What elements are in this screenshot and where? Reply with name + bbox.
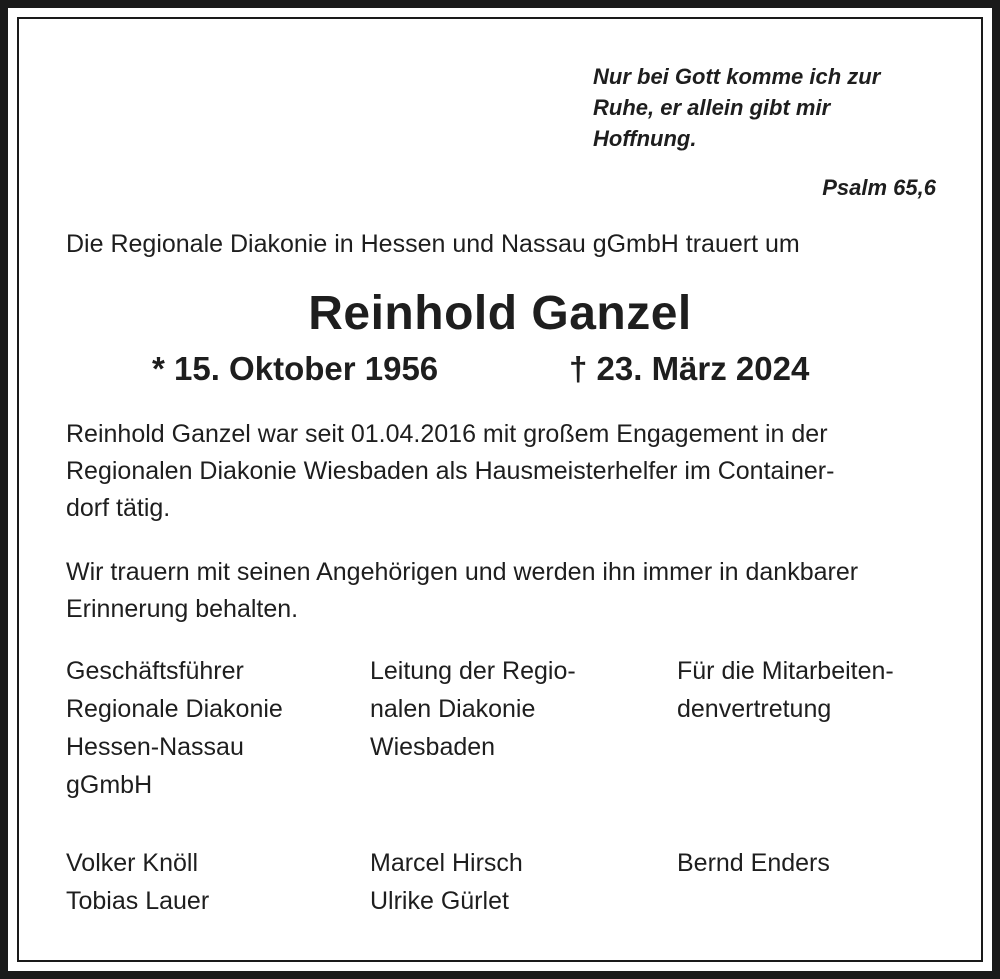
intro-line: Die Regionale Diakonie in Hessen und Nassau gGmbH trauert um — [66, 230, 800, 258]
signatory-names: Bernd Enders — [677, 849, 830, 877]
death-date: † 23. März 2024 — [569, 350, 810, 387]
tribute-paragraph: Reinhold Ganzel war seit 01.04.2016 mit großem Engagement in der Regionalen Diakonie Wiesbaden als Hausmeisterhelfer im Container- dorf tätig. — [66, 420, 835, 522]
mourning-paragraph: Wir trauern mit seinen Angehörigen und werden ihn immer in dankbarer Erinnerung behalten. — [66, 558, 859, 623]
signatory-names: Volker Knöll Tobias Lauer — [66, 849, 210, 915]
signatory-names: Marcel Hirsch Ulrike Gürlet — [370, 849, 523, 915]
signatory-role: Geschäftsführer Regionale Diakonie Hessen-Nassau gGmbH — [66, 657, 283, 799]
deceased-name: Reinhold Ganzel — [308, 287, 692, 340]
signatory-role: Für die Mitarbeiten- denvertretung — [677, 657, 894, 723]
signatory-role: Leitung der Regio- nalen Diakonie Wiesbaden — [370, 657, 576, 761]
birth-date: * 15. Oktober 1956 — [152, 350, 439, 387]
verse-reference: Psalm 65,6 — [822, 175, 936, 200]
bible-verse: Nur bei Gott komme ich zur Ruhe, er allein gibt mir Hoffnung. — [593, 64, 881, 151]
